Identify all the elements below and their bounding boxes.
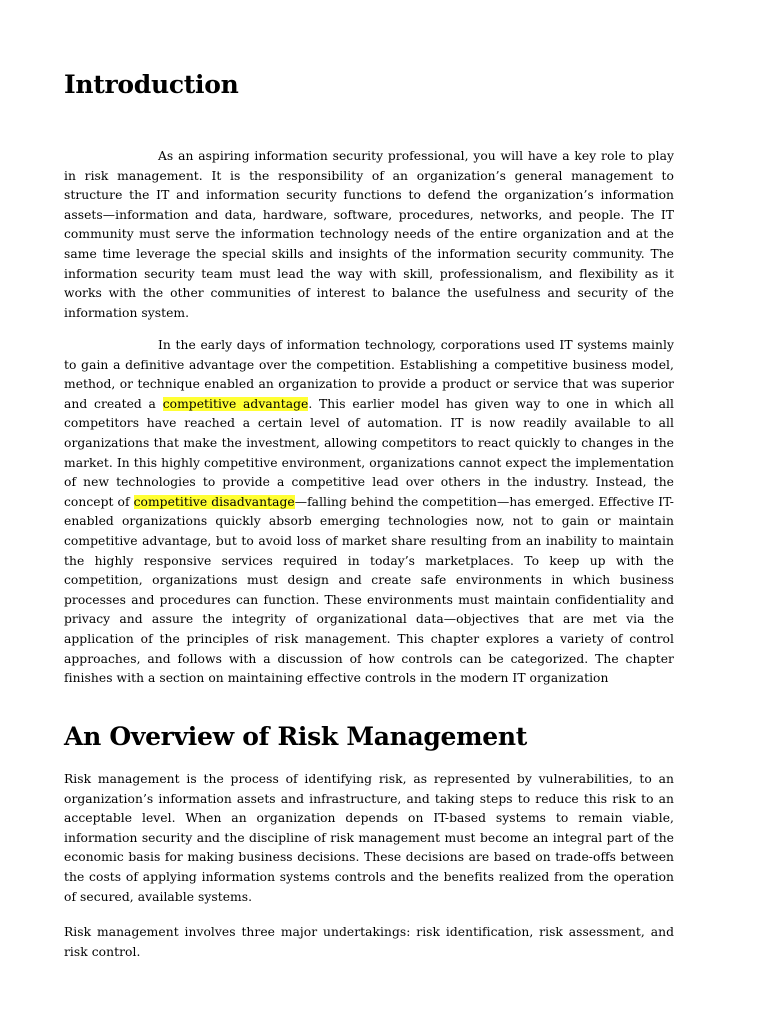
introduction-heading: Introduction	[64, 70, 239, 99]
intro-paragraph-2-part-a: In the early days of information technology, corporations used IT systems mainly to gain a definitive advantage over the competition. Establishing a competitive business model, method, or technique enabled an organization to provide a product or service that was superior and created a	[64, 338, 674, 411]
highlight-competitive-advantage: competitive advantage	[162, 396, 309, 411]
intro-paragraph-1: As an aspiring information security professional, you will have a key role to play in risk management. It is the responsibility of an organization’s general management to structure the IT and information security functions to defend the organization’s information assets—information and data, hardware, software, procedures, networks, and people. The IT community must serve the information technology needs of the entire organization and at the same time leverage the special skills and insights of the information security community. The information security team must lead the way with skill, professionalism, and flexibility as it works with the other communities of interest to balance the usefulness and security of the information system.	[64, 149, 674, 320]
highlight-competitive-disadvantage: competitive disadvantage	[133, 494, 295, 509]
intro-paragraph-2-part-b: . This earlier model has given way to one in which all competitors have reached a certain level of automation. IT is now readily available to all organizations that make the investment, allowing competitors to react quickly to changes in the market. In this highly competitive environment, organizations cannot expect the implementation of new technologies to provide a competitive lead over others in the industry. Instead, the concept of	[64, 396, 674, 509]
overview-heading: An Overview of Risk Management	[64, 722, 528, 751]
overview-paragraph-2: Risk management involves three major undertakings: risk identification, risk assessment, and risk control.	[64, 925, 674, 959]
intro-paragraph-2	[64, 336, 674, 689]
intro-paragraph-2-part-c: —falling behind the competition—has emerged. Effective IT-enabled organizations quickly absorb emerging technologies now, not to gain or maintain competitive advantage, but to avoid loss of market share resulting from an inability to maintain the highly responsive services required in today’s marketplaces. To keep up with the competition, organizations must design and create safe environments in which business processes and procedures can function. These environments must maintain confidentiality and privacy and assure the integrity of organizational data—objectives that are met via the application of the principles of risk management. This chapter explores a variety of control approaches, and follows with a discussion of how controls can be categorized. The chapter finishes with a section on maintaining effective controls in the modern IT organization	[64, 494, 674, 686]
overview-paragraph-1: Risk management is the process of identifying risk, as represented by vulnerabilities, to an organization’s information assets and infrastructure, and taking steps to reduce this risk to an acceptable level. When an organization depends on IT-based systems to remain viable, information security and the discipline of risk management must become an integral part of the economic basis for making business decisions. These decisions are based on trade-offs between the costs of applying information systems controls and the benefits realized from the operation of secured, available systems.	[64, 772, 674, 904]
